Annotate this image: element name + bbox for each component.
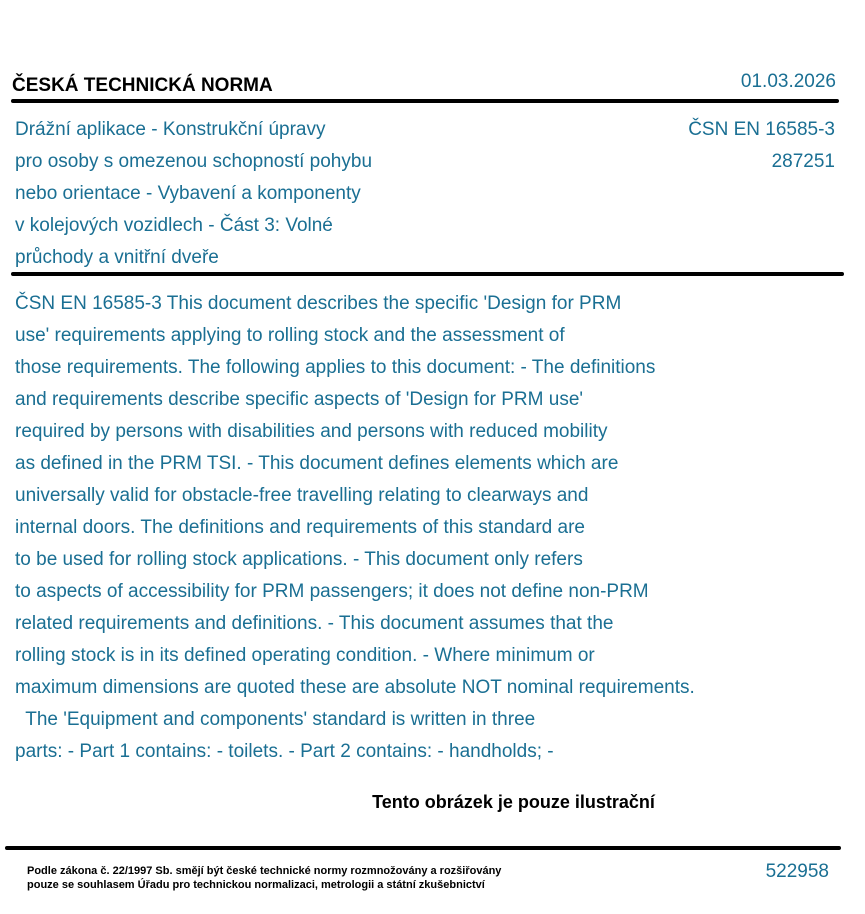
abstract-line: to be used for rolling stock applications. - This document only refers — [15, 549, 583, 570]
catalog-number: 522958 — [765, 861, 829, 882]
abstract-line: universally valid for obstacle-free travelling relating to clearways and — [15, 485, 589, 506]
abstract-line: and requirements describe specific aspects of 'Design for PRM use' — [15, 389, 584, 410]
standard-title-line: v kolejových vozidlech - Část 3: Volné — [15, 215, 333, 236]
abstract-text — [15, 288, 845, 768]
standard-identifiers — [688, 114, 835, 178]
legal-notice — [27, 864, 501, 892]
abstract-line: parts: - Part 1 contains: - toilets. - Part 2 contains: - handholds; - — [15, 741, 554, 762]
standard-designation: ČSN EN 16585-3 — [688, 119, 835, 140]
legal-notice-line: pouze se souhlasem Úřadu pro technickou normalizaci, metrologii a státní zkušebnictví — [27, 879, 485, 891]
abstract-line: The 'Equipment and components' standard is written in three — [15, 709, 536, 730]
abstract-line: ČSN EN 16585-3 This document describes the specific 'Design for PRM — [15, 293, 622, 314]
standard-title-line: Drážní aplikace - Konstrukční úpravy — [15, 119, 326, 140]
illustration-disclaimer: Tento obrázek je pouze ilustrační — [372, 792, 655, 812]
abstract-line: maximum dimensions are quoted these are absolute NOT nominal requirements. — [15, 677, 695, 698]
standard-title-line: pro osoby s omezenou schopností pohybu — [15, 151, 373, 172]
abstract-line: rolling stock is in its defined operating condition. - Where minimum or — [15, 645, 595, 666]
standard-title-line: nebo orientace - Vybavení a komponenty — [15, 183, 361, 204]
legal-notice-line: Podle zákona č. 22/1997 Sb. smějí být české technické normy rozmnožovány a rozšiřovány — [27, 865, 502, 877]
abstract-line: use' requirements applying to rolling stock and the assessment of — [15, 325, 565, 346]
abstract-line: related requirements and definitions. - This document assumes that the — [15, 613, 614, 634]
abstract-line: to aspects of accessibility for PRM passengers; it does not define non-PRM — [15, 581, 649, 602]
title-divider — [11, 272, 844, 276]
abstract-line: required by persons with disabilities and persons with reduced mobility — [15, 421, 608, 442]
standard-title — [15, 114, 495, 274]
abstract-line: as defined in the PRM TSI. - This document defines elements which are — [15, 453, 619, 474]
effective-date: 01.03.2026 — [740, 71, 836, 92]
header-divider — [11, 99, 839, 103]
abstract-line: internal doors. The definitions and requirements of this standard are — [15, 517, 585, 538]
abstract-line: those requirements. The following applies to this document: - The definitions — [15, 357, 656, 378]
standard-title-line: průchody a vnitřní dveře — [15, 247, 219, 268]
classification-code: 287251 — [771, 151, 835, 172]
footer-divider — [5, 846, 841, 850]
document-type-heading: ČESKÁ TECHNICKÁ NORMA — [12, 75, 273, 96]
